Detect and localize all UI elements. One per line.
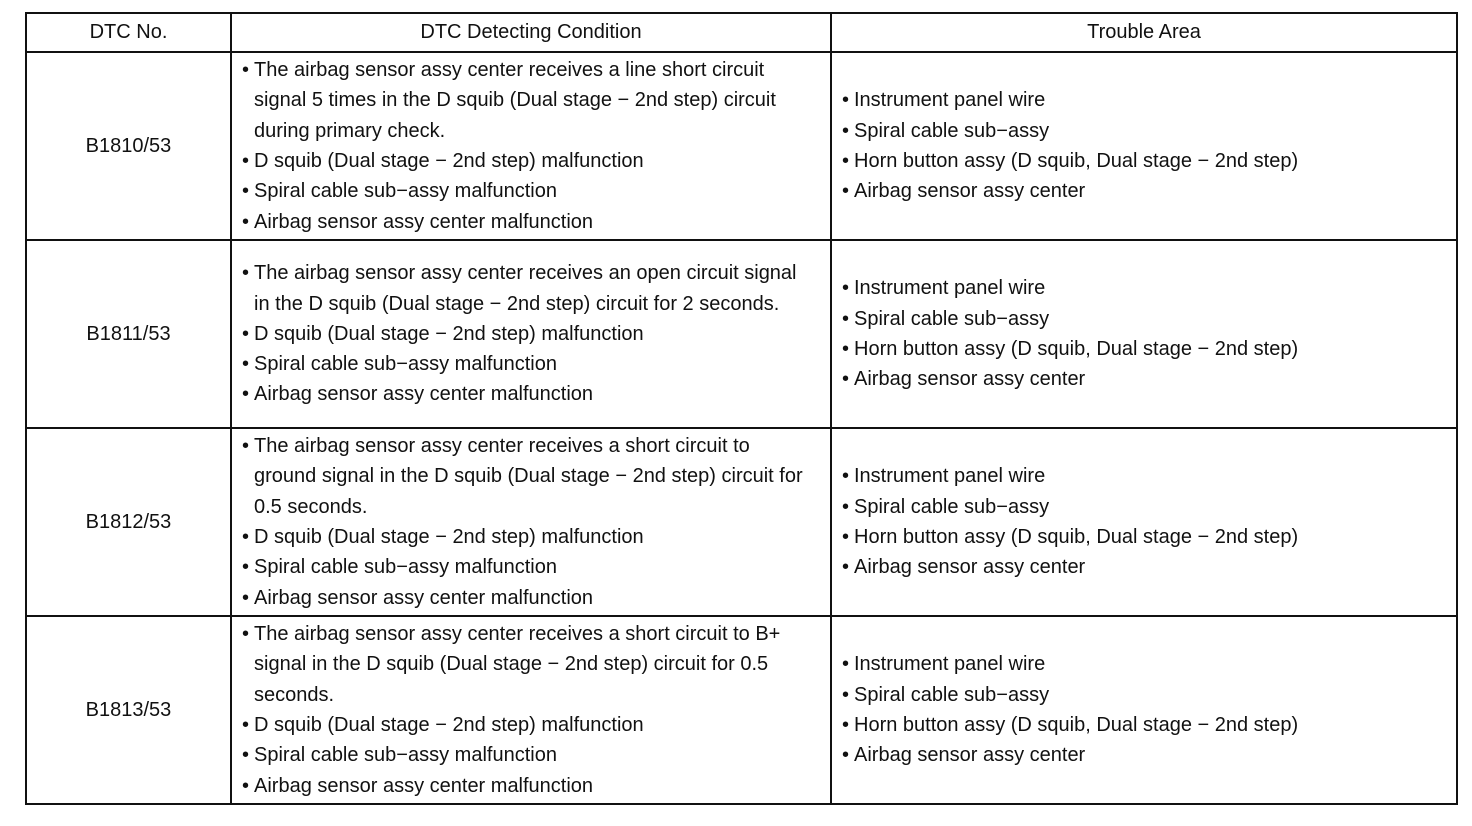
condition-item: • Spiral cable sub−assy malfunction <box>232 552 830 582</box>
condition-list <box>232 431 830 613</box>
condition-item: • Airbag sensor assy center malfunction <box>232 583 830 613</box>
trouble-area-item: • Spiral cable sub−assy <box>832 492 1456 522</box>
trouble-area-item: • Horn button assy (D squib, Dual stage − 2nd step) <box>832 146 1456 176</box>
trouble-area-item: • Horn button assy (D squib, Dual stage − 2nd step) <box>832 710 1456 740</box>
trouble-area-cell <box>831 616 1457 804</box>
condition-item: • The airbag sensor assy center receives a line short circuit signal 5 times in the D squib (Dual stage − 2nd step) circuit during primary check. <box>232 55 830 146</box>
trouble-area-item: • Instrument panel wire <box>832 85 1456 115</box>
condition-item: • D squib (Dual stage − 2nd step) malfunction <box>232 146 830 176</box>
trouble-area-item: • Instrument panel wire <box>832 649 1456 679</box>
dtc-code-cell: B1811/53 <box>26 240 231 428</box>
trouble-area-item: • Spiral cable sub−assy <box>832 680 1456 710</box>
condition-item: • The airbag sensor assy center receives a short circuit to ground signal in the D squib (Dual stage − 2nd step) circuit for 0.5 seconds. <box>232 431 830 522</box>
trouble-area-cell <box>831 240 1457 428</box>
trouble-area-cell <box>831 428 1457 616</box>
table-row <box>26 240 1457 428</box>
dtc-table <box>25 12 1458 805</box>
trouble-area-list <box>832 273 1456 394</box>
trouble-area-item: • Instrument panel wire <box>832 461 1456 491</box>
condition-item: • Airbag sensor assy center malfunction <box>232 771 830 801</box>
condition-item: • Airbag sensor assy center malfunction <box>232 379 830 409</box>
trouble-area-item: • Spiral cable sub−assy <box>832 304 1456 334</box>
dtc-code-cell: B1813/53 <box>26 616 231 804</box>
table-row <box>26 52 1457 240</box>
condition-cell <box>231 52 831 240</box>
condition-cell <box>231 240 831 428</box>
header-dtc-no: DTC No. <box>26 13 231 52</box>
condition-item: • Spiral cable sub−assy malfunction <box>232 349 830 379</box>
condition-item: • The airbag sensor assy center receives an open circuit signal in the D squib (Dual stage − 2nd step) circuit for 2 seconds. <box>232 258 830 319</box>
condition-cell <box>231 616 831 804</box>
table-body <box>26 52 1457 804</box>
condition-cell <box>231 428 831 616</box>
table-header <box>26 13 1457 52</box>
dtc-code-cell: B1810/53 <box>26 52 231 240</box>
trouble-area-item: • Horn button assy (D squib, Dual stage − 2nd step) <box>832 334 1456 364</box>
trouble-area-item: • Horn button assy (D squib, Dual stage − 2nd step) <box>832 522 1456 552</box>
trouble-area-cell <box>831 52 1457 240</box>
condition-item: • D squib (Dual stage − 2nd step) malfunction <box>232 522 830 552</box>
table-row <box>26 428 1457 616</box>
header-detecting-condition: DTC Detecting Condition <box>231 13 831 52</box>
condition-item: • Spiral cable sub−assy malfunction <box>232 176 830 206</box>
trouble-area-item: • Airbag sensor assy center <box>832 552 1456 582</box>
trouble-area-item: • Airbag sensor assy center <box>832 364 1456 394</box>
condition-item: • The airbag sensor assy center receives a short circuit to B+ signal in the D squib (Dual stage − 2nd step) circuit for 0.5 seconds. <box>232 619 830 710</box>
table-row <box>26 616 1457 804</box>
dtc-code-cell: B1812/53 <box>26 428 231 616</box>
condition-item: • D squib (Dual stage − 2nd step) malfunction <box>232 319 830 349</box>
condition-item: • Airbag sensor assy center malfunction <box>232 207 830 237</box>
header-trouble-area: Trouble Area <box>831 13 1457 52</box>
condition-item: • D squib (Dual stage − 2nd step) malfunction <box>232 710 830 740</box>
condition-list <box>232 619 830 801</box>
header-row <box>26 13 1457 52</box>
trouble-area-item: • Airbag sensor assy center <box>832 740 1456 770</box>
condition-list <box>232 258 830 409</box>
trouble-area-list <box>832 461 1456 582</box>
trouble-area-list <box>832 649 1456 770</box>
condition-list <box>232 55 830 237</box>
trouble-area-item: • Instrument panel wire <box>832 273 1456 303</box>
trouble-area-item: • Airbag sensor assy center <box>832 176 1456 206</box>
trouble-area-list <box>832 85 1456 206</box>
trouble-area-item: • Spiral cable sub−assy <box>832 116 1456 146</box>
condition-item: • Spiral cable sub−assy malfunction <box>232 740 830 770</box>
